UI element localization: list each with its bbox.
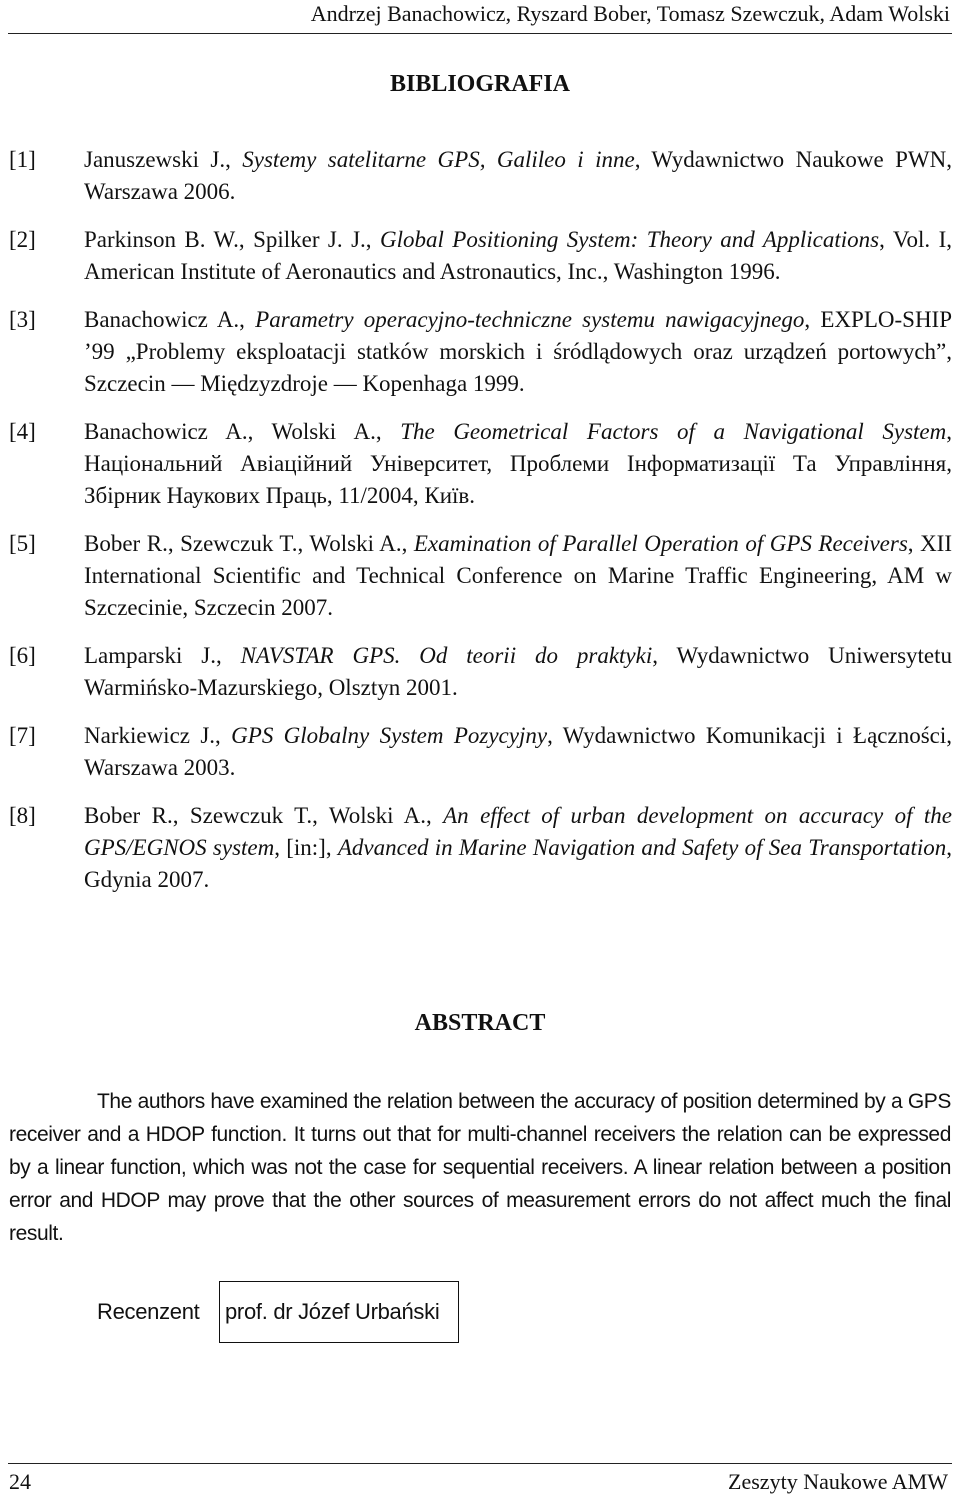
reference-text: [84, 720, 952, 784]
reference-number: [3]: [9, 307, 36, 332]
reference-number: [4]: [9, 419, 36, 444]
reference-authors: Narkiewicz J.,: [84, 723, 232, 748]
reference-text: [84, 304, 952, 400]
reference-text: [84, 800, 952, 896]
header-authors: Andrzej Banachowicz, Ryszard Bober, Tomasz Szewczuk, Adam Wolski: [310, 1, 950, 26]
reference-title: An effect of urban development on accuracy of the GPS/EGNOS system: [84, 803, 952, 860]
reference-publisher: , Gdynia 2007.: [84, 835, 952, 892]
reviewer-name: prof. dr Józef Urbański: [225, 1299, 440, 1324]
reference-publisher: , Wydawnictwo Komunikacji i Łączności, Warszawa 2003.: [84, 723, 952, 780]
reference-publisher: , EXPLO-SHIP ’99 „Problemy eksploatacji statków morskich i śródlądowych oraz urządzeń portowych”, Szczecin — Międzyzdroje — Kopenhaga 1999.: [84, 307, 953, 396]
reference-number: [5]: [9, 531, 36, 556]
reference-authors: Januszewski J.,: [84, 147, 243, 172]
reference-publisher: , Wydawnictwo Uniwersytetu Warmińsko-Mazurskiego, Olsztyn 2001.: [84, 643, 953, 700]
reference-text: [84, 640, 952, 704]
journal-name: Zeszyty Naukowe AMW: [728, 1469, 948, 1494]
reference-item: [0, 528, 960, 624]
reference-title: NAVSTAR GPS. Od teorii do praktyki: [240, 643, 653, 668]
reference-authors: Bober R., Szewczuk T., Wolski A.,: [84, 531, 414, 556]
reference-authors: Banachowicz A., Wolski A.,: [84, 419, 401, 444]
reference-authors: Lamparski J.,: [84, 643, 241, 668]
reference-authors: Banachowicz A.,: [84, 307, 256, 332]
reference-title: The Geometrical Factors of a Navigational System: [400, 419, 947, 444]
reference-item: [0, 144, 960, 208]
reference-number: [8]: [9, 803, 36, 828]
reference-publisher: , Vol. I, American Institute of Aeronautics and Astronautics, Inc., Washington 1996.: [84, 227, 952, 284]
abstract-title: ABSTRACT: [414, 1010, 546, 1036]
reference-text: [84, 416, 952, 512]
reference-authors: Parkinson B. W., Spilker J. J.,: [84, 227, 380, 252]
reference-text: [84, 224, 952, 288]
reference-item: [0, 416, 960, 512]
reference-number: [7]: [9, 723, 36, 748]
reference-authors: Bober R., Szewczuk T., Wolski A.,: [84, 803, 444, 828]
reference-title: Parametry operacyjno-techniczne systemu nawigacyjnego: [255, 307, 805, 332]
reference-title: Global Positioning System: Theory and Applications: [379, 227, 880, 252]
reference-publisher: , Wydawnictwo Naukowe PWN, Warszawa 2006.: [84, 147, 953, 204]
reference-book-title: Advanced in Marine Navigation and Safety of Sea Transportation: [337, 835, 947, 860]
reference-publisher: , XII International Scientific and Technical Conference on Marine Traffic Engineering, AM w Szczecinie, Szczecin 2007.: [84, 531, 952, 620]
reference-title: Examination of Parallel Operation of GPS Receivers: [413, 531, 908, 556]
abstract-text: The authors have examined the relation between the accuracy of position determined by a GPS receiver and a HDOP function. It turns out that for multi-channel receivers the relation can be expressed by a linear function, which was not the case for sequential receivers. A linear relation between a position error and HDOP may prove that the other sources of measurement errors do not affect much the final result.: [9, 1090, 951, 1245]
reference-item: [0, 304, 960, 400]
bibliography-list: [0, 144, 960, 912]
header-divider: [8, 33, 952, 34]
reference-separator: , [in:],: [274, 835, 338, 860]
bibliography-title: BIBLIOGRAFIA: [389, 71, 571, 97]
reference-text: [84, 144, 952, 208]
reference-item: [0, 720, 960, 784]
reference-item: [0, 800, 960, 896]
reference-item: [0, 640, 960, 704]
reference-item: [0, 224, 960, 288]
page-number: 24: [9, 1469, 31, 1494]
reference-number: [6]: [9, 643, 36, 668]
reference-text: [84, 528, 952, 624]
reference-title: GPS Globalny System Pozycyjny: [231, 723, 548, 748]
reference-number: [2]: [9, 227, 36, 252]
reference-publisher: , Націонaльний Авіаційний Університет, Проблеми Інформатизації Та Управління, Збірник Наукових Праць, 11/2004, Київ.: [84, 419, 953, 508]
reviewer-label: Recenzent: [97, 1299, 200, 1324]
reference-number: [1]: [9, 147, 36, 172]
footer-divider: [8, 1463, 952, 1464]
reference-title: Systemy satelitarne GPS, Galileo i inne: [242, 147, 635, 172]
